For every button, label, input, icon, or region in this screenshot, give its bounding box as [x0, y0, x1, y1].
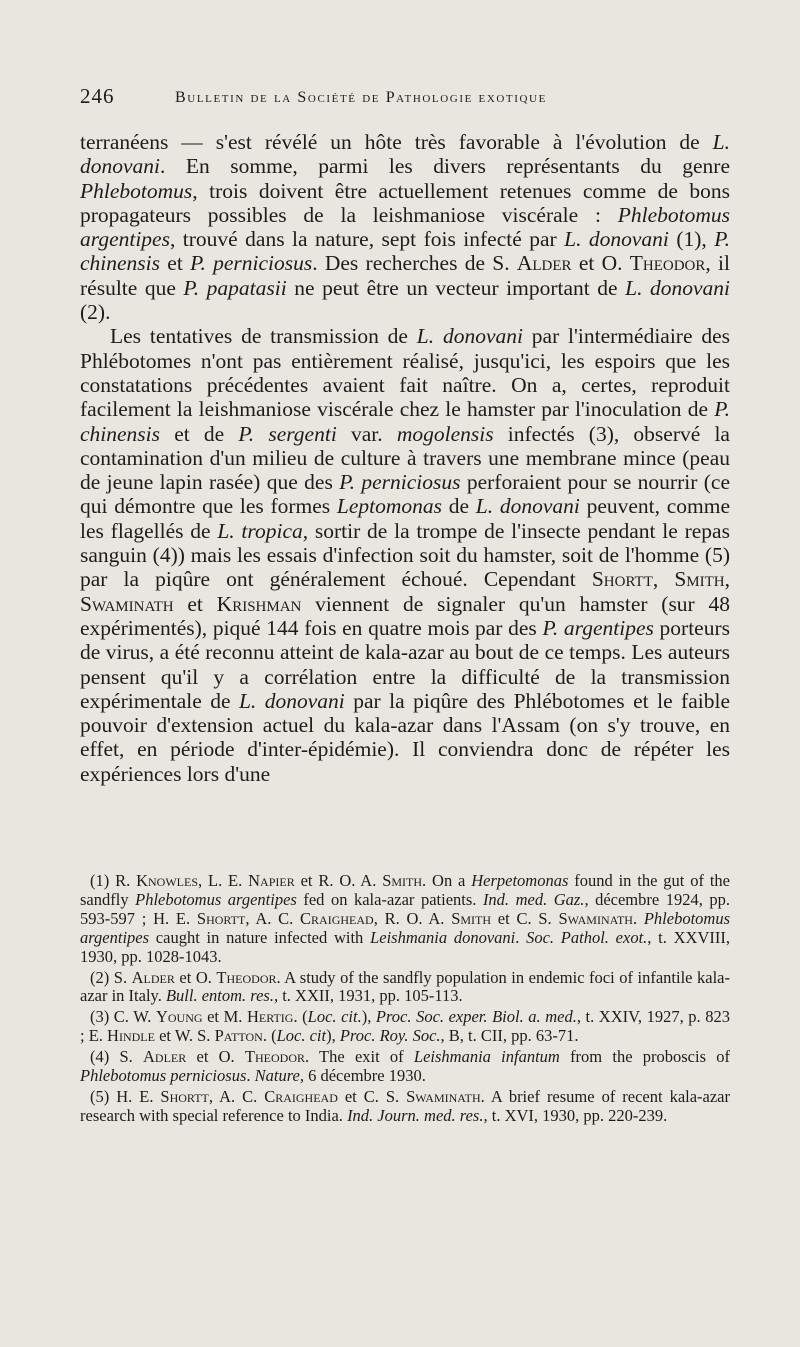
- text-run: , t. XVI, 1930, pp. 220-239.: [483, 1105, 668, 1125]
- italic-run: Ind. Journ. med. res.: [347, 1105, 484, 1125]
- text-run: , sortir de la trompe de l'insecte pendant le repas sanguin (4)) mais les essais d'infection soit du hamster, soit de l'homme (5) par la piqûre ont généralement échoué. Cependant: [80, 518, 730, 592]
- text-run: et O.: [174, 967, 217, 987]
- italic-run: Loc. cit.: [307, 1007, 362, 1027]
- small-caps-name: Swaminath: [80, 591, 174, 616]
- text-run: ,: [724, 567, 731, 592]
- italic-run: L. donovani: [564, 227, 669, 252]
- text-run: de: [442, 494, 476, 519]
- text-run: , trois doivent être actuellement retenues comme de bons propagateurs possibles de la leishmaniose viscérale :: [80, 178, 730, 227]
- italic-run: P. sergenti: [238, 421, 337, 446]
- italic-run: P. chinensis: [80, 397, 730, 446]
- text-run: var.: [336, 421, 397, 446]
- italic-run: Ind. med. Gaz.: [482, 889, 585, 909]
- footnote-4: [80, 1048, 730, 1086]
- small-caps-name: Shortt: [591, 567, 653, 592]
- text-run: , t. XXIV, 1927, p. 823 ; E.: [80, 1007, 730, 1046]
- text-run: , 6 décembre 1930.: [299, 1066, 426, 1086]
- text-run: viennent de signaler qu'un hamster (sur 48 expérimentés), piqué 144 fois en quatre mois par des: [80, 591, 730, 640]
- text-run: found in the gut of the sandfly: [80, 871, 730, 909]
- text-run: . A brief resume of recent kala-azar research with special reference to India.: [80, 1086, 731, 1125]
- small-caps-name: Theodor: [216, 967, 277, 987]
- text-run: (1),: [668, 227, 715, 252]
- text-run: et C. S.: [491, 908, 559, 928]
- italic-run: Leishmania donovani: [370, 927, 516, 947]
- italic-run: Leptomonas: [336, 494, 443, 519]
- text-run: . (: [262, 1026, 277, 1046]
- small-caps-name: Smith: [674, 567, 725, 592]
- text-run: et R. O. A.: [294, 871, 383, 890]
- text-run: porteurs de virus, a été reconnu atteint de kala-azar au bout de ce temps. Les auteurs pensent qu'il y a corrélation entre la difficulté de la transmission expérimentale de: [80, 615, 730, 713]
- italic-run: L. donovani: [238, 688, 345, 713]
- italic-run: Bull. entom. res.: [165, 986, 274, 1006]
- small-caps-name: Craighead: [264, 1086, 338, 1106]
- text-run: ,: [652, 567, 675, 592]
- text-run: , trouvé dans la nature, sept fois infecté par: [169, 227, 565, 252]
- footnote-2: [80, 969, 730, 1007]
- italic-run: L. donovani: [475, 494, 580, 519]
- small-caps-name: Theodor: [629, 251, 706, 276]
- text-run: perforaient pour se nourrir (ce qui démontre que les formes: [80, 470, 730, 519]
- italic-run: Loc. cit: [276, 1026, 327, 1046]
- text-run: caught in nature infected with: [149, 927, 371, 947]
- footnote-3: [80, 1008, 730, 1046]
- text-run: . En somme, parmi les divers représentants du genre: [160, 154, 730, 179]
- text-run: et M.: [202, 1007, 247, 1027]
- paragraph-2: [80, 324, 730, 786]
- text-run: ),: [361, 1007, 376, 1027]
- text-run: peuvent, comme les flagellés de: [80, 494, 731, 543]
- text-run: .: [515, 927, 527, 947]
- small-caps-name: Krishman: [216, 591, 302, 616]
- text-run: (2) S.: [90, 967, 132, 987]
- italic-run: Leishmania infantum: [413, 1047, 560, 1067]
- italic-run: P. papatasii: [183, 275, 287, 300]
- italic-run: L. donovani: [416, 324, 523, 349]
- body-text: [80, 130, 730, 786]
- small-caps-name: Napier: [248, 871, 295, 890]
- italic-run: P. argentipes: [542, 615, 654, 640]
- italic-run: Phlebotomus perniciosus: [80, 1066, 247, 1086]
- small-caps-name: Theodor: [244, 1047, 305, 1067]
- text-run: , A. C.: [208, 1086, 265, 1106]
- italic-run: P. perniciosus: [339, 470, 461, 495]
- text-run: (4) S.: [90, 1047, 144, 1067]
- page-header: [80, 84, 730, 114]
- italic-run: Phlebotomus argentipes: [80, 202, 730, 252]
- running-head: Bulletin de la Société de Pathologie exotique: [175, 89, 547, 106]
- italic-run: mogolensis: [396, 421, 494, 446]
- italic-run: Nature: [254, 1066, 300, 1086]
- small-caps-name: Knowles: [136, 871, 199, 890]
- small-caps-name: Adler: [143, 1047, 187, 1067]
- italic-run: L. donovani: [625, 275, 730, 300]
- small-caps-name: Smith: [451, 908, 492, 928]
- text-run: (1) R.: [90, 871, 137, 890]
- text-run: , L. E.: [198, 871, 249, 890]
- small-caps-name: Swaminath: [558, 908, 633, 928]
- text-run: , R. O. A.: [373, 908, 452, 928]
- small-caps-name: Alder: [131, 967, 175, 987]
- small-caps-name: Young: [155, 1007, 203, 1027]
- text-run: , t. XXVIII, 1930, pp. 1028-1043.: [80, 927, 730, 966]
- text-run: . (: [293, 1007, 308, 1027]
- text-run: et: [173, 591, 217, 616]
- text-run: ),: [326, 1026, 340, 1046]
- text-run: infectés (3), observé la contamination d'un milieu de culture à travers une membrane mince (peau de jeune lapin rasée) que des: [80, 421, 730, 495]
- italic-run: P. chinensis: [80, 227, 730, 276]
- italic-run: P. perniciosus: [190, 251, 313, 276]
- text-run: (5) H. E.: [90, 1086, 161, 1106]
- page-number: 246: [80, 84, 115, 108]
- text-run: Les tentatives de transmission de: [110, 324, 417, 349]
- text-run: et C. S.: [337, 1086, 407, 1106]
- text-run: , A. C.: [245, 908, 301, 928]
- text-run: ne peut être un vecteur important de: [286, 275, 626, 300]
- footnote-1: [80, 872, 730, 967]
- small-caps-name: Alder: [516, 251, 572, 276]
- text-run: . Des recherches de S.: [312, 251, 517, 276]
- footnotes: [80, 872, 730, 1128]
- small-caps-name: Shortt: [196, 908, 246, 928]
- small-caps-name: Craighead: [300, 908, 374, 928]
- italic-run: Herpetomonas: [471, 871, 569, 890]
- text-run: fed on kala-azar patients.: [296, 889, 483, 909]
- italic-run: Phlebotomus argentipes: [135, 889, 297, 909]
- text-run: .: [632, 908, 644, 928]
- text-run: .: [246, 1066, 255, 1086]
- italic-run: Proc. Soc. exper. Biol. a. med.: [375, 1007, 577, 1027]
- small-caps-name: Smith: [382, 871, 423, 890]
- text-run: , B, t. CII, pp. 63-71.: [440, 1026, 579, 1046]
- text-run: (2).: [80, 300, 111, 325]
- text-run: , décembre 1924, pp. 593-597 ; H. E.: [80, 889, 731, 928]
- small-caps-name: Shortt: [160, 1086, 209, 1106]
- italic-run: L. donovani: [80, 130, 730, 179]
- small-caps-name: Hindle: [107, 1026, 155, 1046]
- text-run: terranéens — s'est révélé un hôte très favorable à l'évolution de: [80, 130, 713, 154]
- text-run: . A study of the sandfly population in endemic foci of infantile kala-azar in Italy.: [80, 967, 730, 1006]
- text-run: . The exit of: [305, 1047, 414, 1067]
- small-caps-name: Hertig: [246, 1007, 294, 1027]
- text-run: (3) C. W.: [90, 1007, 156, 1027]
- text-run: , t. XXII, 1931, pp. 105-113.: [273, 986, 463, 1006]
- italic-run: Proc. Roy. Soc.: [339, 1026, 441, 1046]
- italic-run: Soc. Pathol. exot.: [526, 927, 648, 947]
- text-run: et O.: [186, 1047, 245, 1067]
- italic-run: Phlebotomus: [80, 178, 193, 203]
- italic-run: Phlebotomus argentipes: [80, 908, 731, 947]
- text-run: , il résulte que: [80, 251, 730, 300]
- italic-run: L. tropica: [217, 518, 303, 543]
- small-caps-name: Patton: [214, 1026, 263, 1046]
- footnote-5: [80, 1088, 730, 1126]
- small-caps-name: Swaminath: [406, 1086, 481, 1106]
- text-run: par l'intermédiaire des Phlébotomes n'ont pas entièrement réalisé, jusqu'ici, les espoirs que les constatations précédentes avaient fait naître. On a, certes, reproduit facilement la leishmaniose viscérale chez le hamster par l'inoculation de: [80, 324, 730, 422]
- text-run: et W. S.: [154, 1026, 215, 1046]
- text-run: et de: [160, 421, 239, 446]
- text-run: et: [160, 251, 191, 276]
- text-run: from the proboscis of: [559, 1047, 730, 1067]
- paragraph-1: [80, 130, 730, 324]
- text-run: . On a: [422, 871, 472, 890]
- text-run: et O.: [571, 251, 630, 276]
- text-run: par la piqûre des Phlébotomes et le faible pouvoir d'extension actuel du kala-azar dans l'Assam (on s'y trouve, en effet, en période d'inter-épidémie). Il conviendra donc de répéter les expériences lors d'une: [80, 688, 731, 786]
